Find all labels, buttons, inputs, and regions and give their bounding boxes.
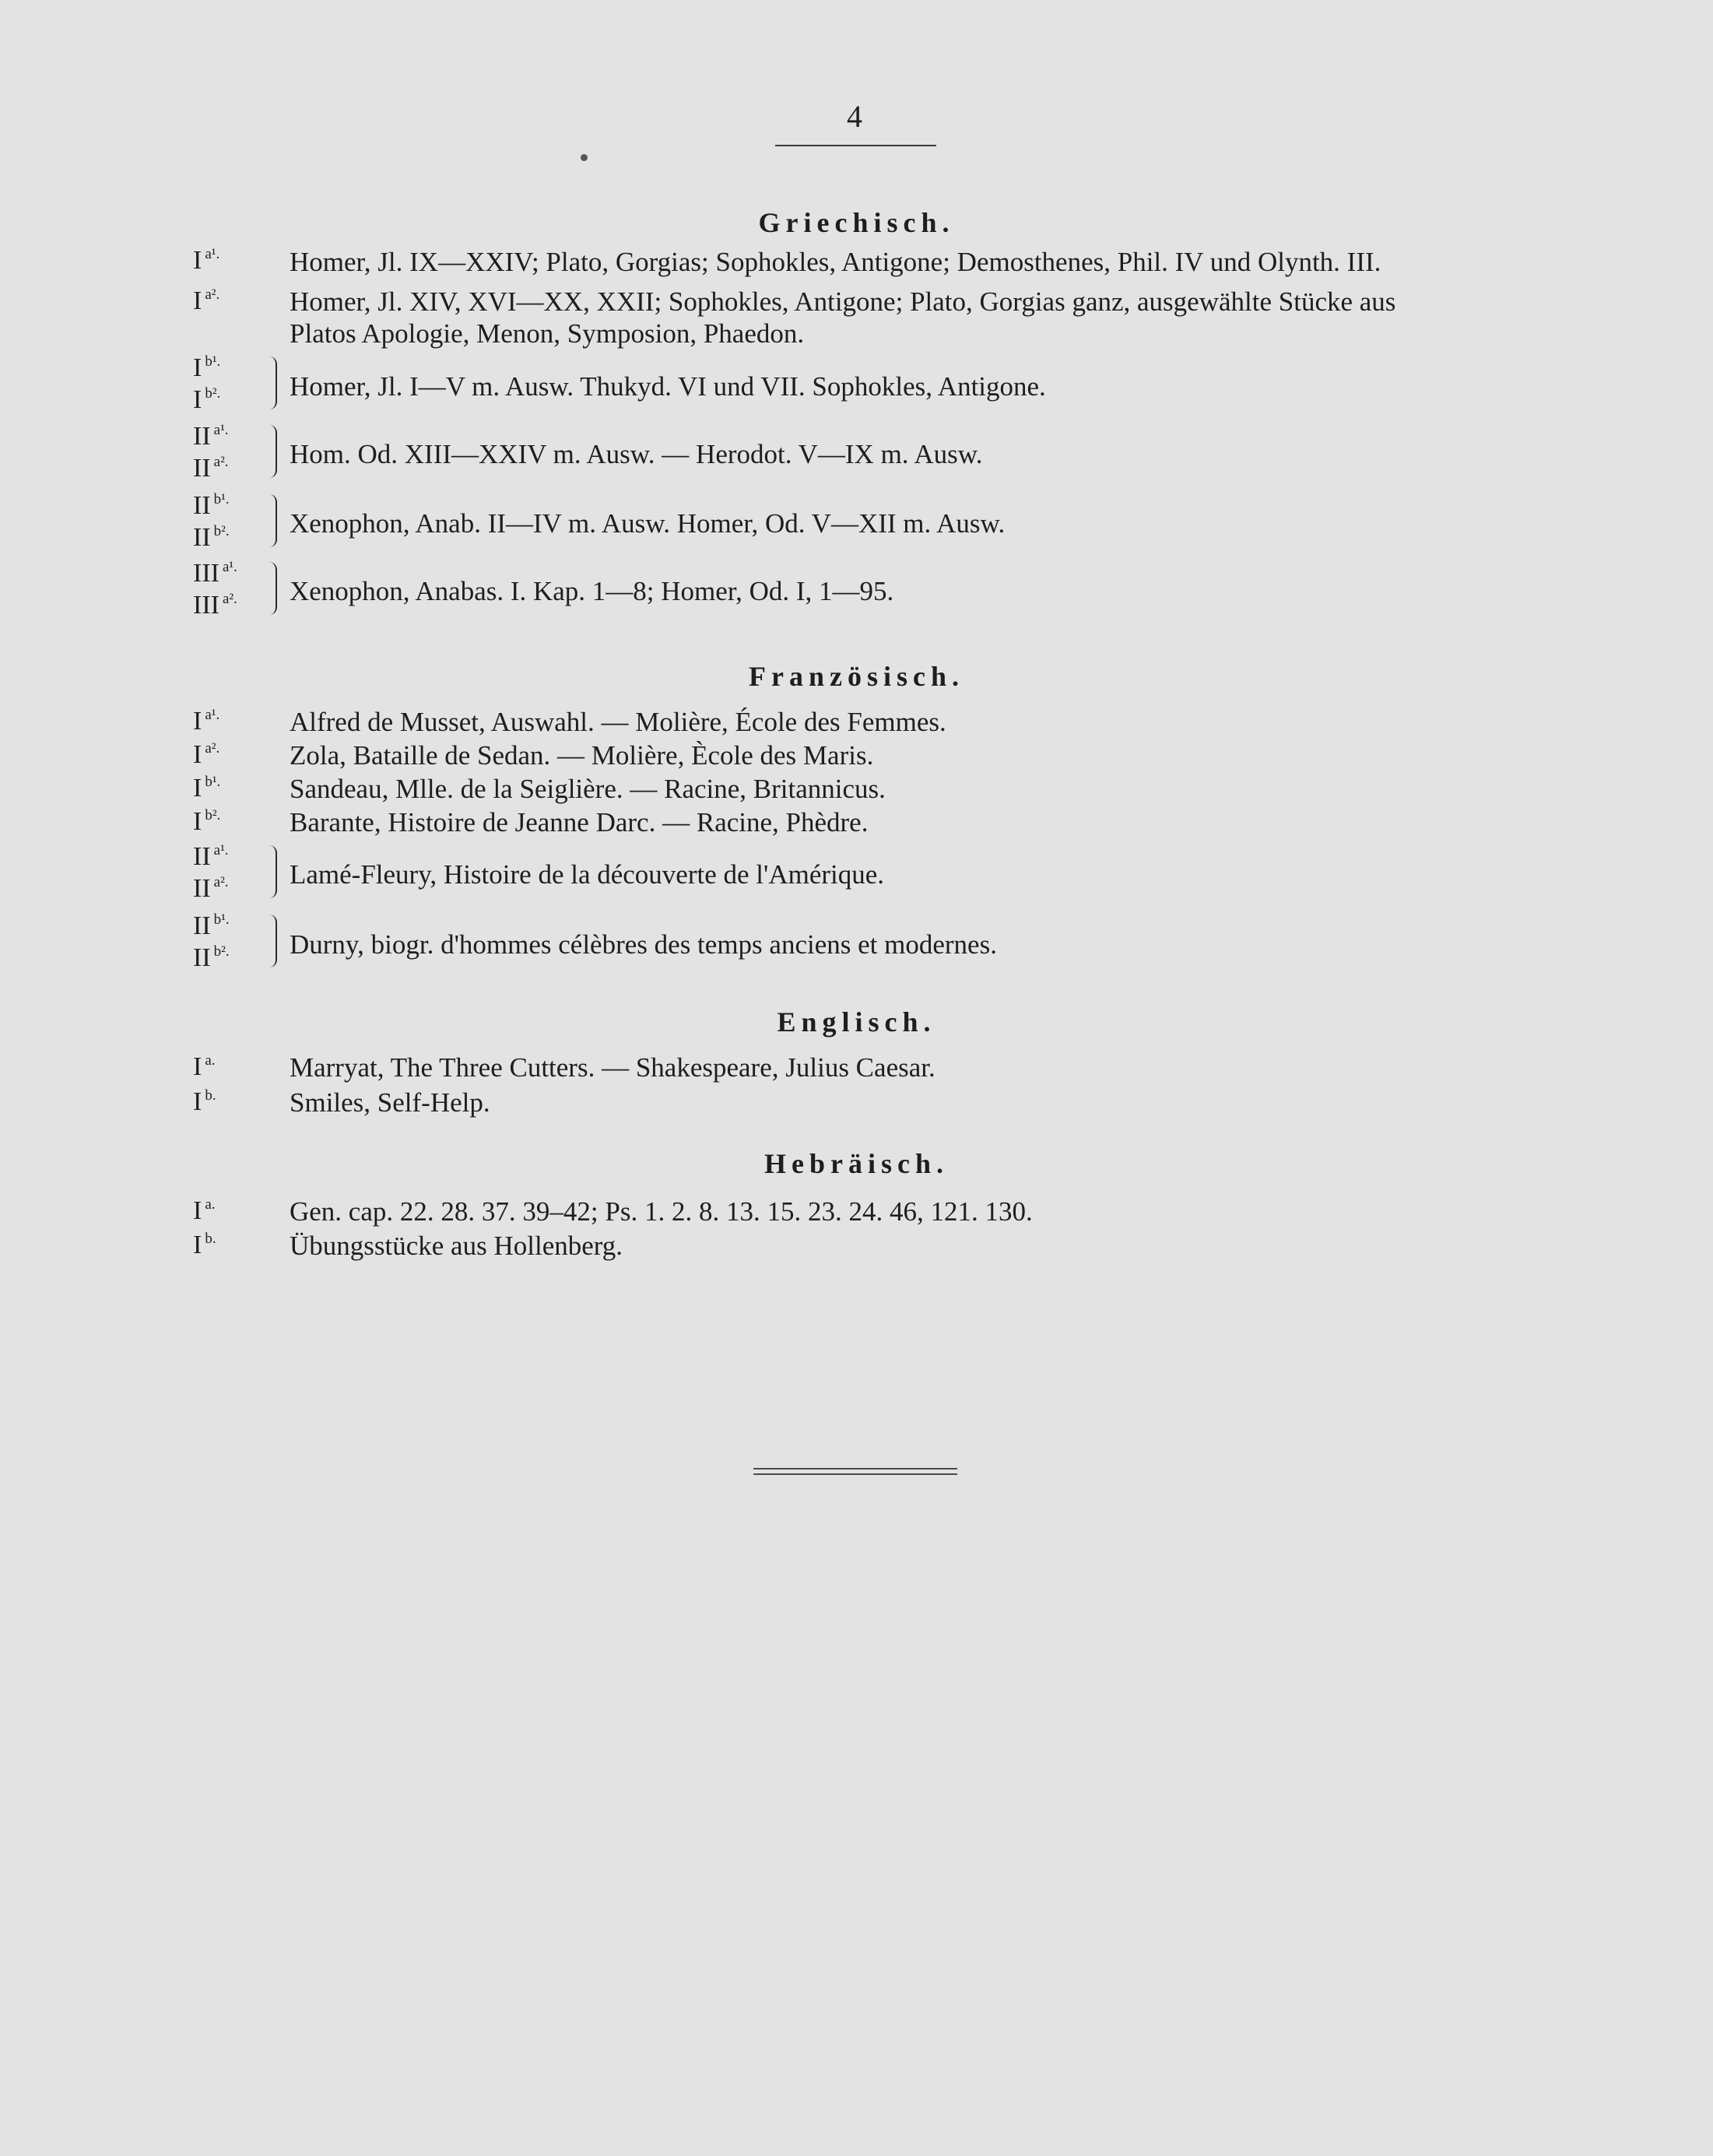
class-label: II $^{a^2.}$ [193,454,229,483]
grouping-brace [269,494,277,547]
reading-line: Hom. Od. XIII—XXIV m. Ausw. — Herodot. V—IX m. Ausw. [290,439,983,469]
ink-speck [581,154,588,161]
class-label: II $^{a^2.}$ [193,874,229,903]
class-label: I $^{a.}$ [193,1052,216,1081]
reading-line: Smiles, Self-Help. [290,1087,490,1118]
grouping-brace [269,356,277,409]
grouping-brace [269,915,277,967]
class-label: I $^{b^2.}$ [193,385,221,414]
reading-line: Homer, Jl. I—V m. Ausw. Thukyd. VI und VII. Sophokles, Antigone. [290,371,1046,402]
section-heading-griechisch: Griechisch. [758,207,955,238]
section-heading-franzoesisch: Französisch. [749,661,964,692]
reading-line: Durny, biogr. d'hommes célèbres des temps anciens et modernes. [290,929,997,960]
class-label: II $^{b^1.}$ [193,911,230,940]
reading-line: Homer, Jl. IX—XXIV; Plato, Gorgias; Sophokles, Antigone; Demosthenes, Phil. IV und Olynth. III. [290,247,1381,277]
reading-line: Xenophon, Anab. II—IV m. Ausw. Homer, Od. V—XII m. Ausw. [290,508,1006,539]
class-label: I $^{b^1.}$ [193,353,221,382]
class-label: I $^{b.}$ [193,1087,216,1116]
class-label: II $^{a^1.}$ [193,842,229,871]
class-label: I $^{b^1.}$ [193,774,221,802]
closing-rule-bottom [753,1473,957,1475]
grouping-brace [269,845,277,898]
class-label: II $^{b^2.}$ [193,523,230,552]
reading-line: Marryat, The Three Cutters. — Shakespeare, Julius Caesar. [290,1052,935,1083]
closing-rule-top [753,1468,957,1470]
reading-line: Sandeau, Mlle. de la Seiglière. — Racine, Britannicus. [290,774,886,804]
reading-line: Homer, Jl. XIV, XVI—XX, XXII; Sophokles, Antigone; Plato, Gorgias ganz, ausgewählte Stücke aus [290,286,1396,317]
reading-line: Lamé-Fleury, Histoire de la découverte de l'Amérique. [290,859,885,890]
reading-line: Gen. cap. 22. 28. 37. 39–42; Ps. 1. 2. 8. 13. 15. 23. 24. 46, 121. 130. [290,1196,1033,1227]
reading-line: Alfred de Musset, Auswahl. — Molière, École des Femmes. [290,707,946,737]
class-label: I $^{a^2.}$ [193,286,220,315]
class-label: II $^{b^2.}$ [193,943,230,972]
reading-line: Zola, Bataille de Sedan. — Molière, Ècole des Maris. [290,740,874,771]
class-label: I $^{a^1.}$ [193,707,220,736]
header-rule [775,145,936,146]
section-heading-hebraeisch: Hebräisch. [764,1148,949,1179]
class-label: I $^{a^1.}$ [193,246,220,275]
class-label: I $^{a.}$ [193,1196,216,1225]
class-label: I $^{b.}$ [193,1231,216,1259]
grouping-brace [269,562,277,615]
class-label: II $^{a^1.}$ [193,422,229,451]
page-number: 4 [847,99,862,134]
reading-line: Platos Apologie, Menon, Symposion, Phaedon. [290,318,805,349]
reading-line: Xenophon, Anabas. I. Kap. 1—8; Homer, Od. I, 1—95. [290,576,894,606]
class-label: III $^{a^1.}$ [193,559,237,588]
class-label: I $^{a^2.}$ [193,740,220,769]
reading-line: Barante, Histoire de Jeanne Darc. — Racine, Phèdre. [290,807,869,837]
class-label: II $^{b^1.}$ [193,491,230,520]
section-heading-englisch: Englisch. [777,1006,936,1038]
class-label: I $^{b^2.}$ [193,807,221,836]
class-label: III $^{a^2.}$ [193,591,237,620]
grouping-brace [269,425,277,478]
reading-line: Übungsstücke aus Hollenberg. [290,1231,623,1261]
